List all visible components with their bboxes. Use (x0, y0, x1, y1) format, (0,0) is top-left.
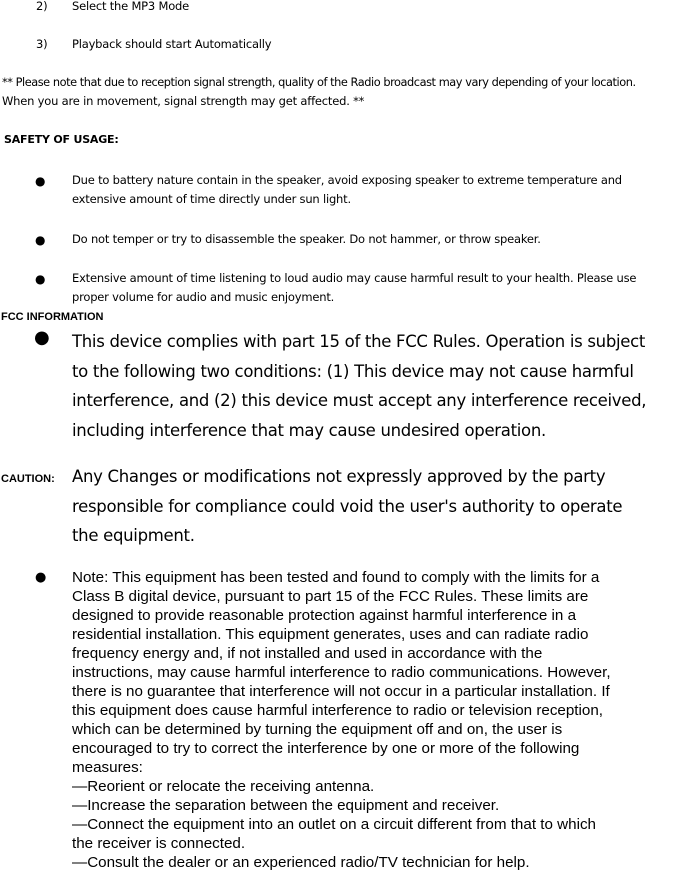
note-line: the receiver is connected. (72, 835, 246, 852)
reception-note-line2: When you are in movement, signal strength may get affected. ** (2, 94, 365, 108)
step-3-text: Playback should start Automatically (72, 37, 272, 51)
caution-label: CAUTION: (1, 473, 55, 485)
note-line: —Connect the equipment into an outlet on a circuit different from that to which (72, 816, 596, 833)
safety-item-1-line1: Due to battery nature contain in the speaker, avoid exposing speaker to extreme temperature and (72, 173, 622, 187)
note-line: designed to provide reasonable protection against harmful interference in a (72, 607, 577, 624)
reception-note-line1: ** Please note that due to reception signal strength, quality of the Radio broadcast may vary depending of your location. (2, 75, 636, 89)
bullet-icon: ● (34, 327, 50, 348)
safety-heading: SAFETY OF USAGE: (4, 133, 119, 146)
fcc-compliance-line: interference, and (2) this device must accept any interference received, (72, 391, 647, 410)
note-line: Note: This equipment has been tested and found to comply with the limits for a (72, 569, 600, 586)
step-2-text: Select the MP3 Mode (72, 0, 190, 13)
caution-line: responsible for compliance could void the user's authority to operate (72, 496, 623, 516)
bullet-icon: ● (35, 272, 46, 286)
bullet-icon: ● (35, 174, 46, 188)
note-line: encouraged to try to correct the interference by one or more of the following (72, 740, 580, 757)
fcc-compliance-line: including interference that may cause undesired operation. (72, 420, 546, 440)
safety-item-2-line1: Do not temper or try to disassemble the speaker. Do not hammer, or throw speaker. (72, 232, 541, 246)
step-2-number: 2) (36, 0, 48, 13)
note-line: this equipment does cause harmful interference to radio or television reception, (72, 702, 604, 719)
caution-line: the equipment. (72, 526, 195, 545)
note-line: measures: (72, 759, 143, 776)
safety-item-1-line2: extensive amount of time directly under sun light. (72, 192, 351, 206)
note-line: which can be determined by turning the equipment off and on, the user is (72, 721, 563, 738)
fcc-note (72, 568, 672, 872)
note-line: —Increase the separation between the equipment and receiver. (72, 797, 500, 814)
note-line: —Consult the dealer or an experienced radio/TV technician for help. (72, 854, 530, 871)
fcc-compliance-statement (72, 327, 672, 445)
note-line: frequency energy and, if not installed and used in accordance with the (72, 645, 543, 662)
caution-statement (72, 462, 672, 551)
bullet-icon: ● (35, 570, 47, 585)
note-line: instructions, may cause harmful interference to radio communications. However, (72, 664, 611, 681)
note-line: residential installation. This equipment generates, uses and can radiate radio (72, 626, 589, 643)
fcc-compliance-line: This device complies with part 15 of the FCC Rules. Operation is subject (72, 332, 646, 351)
safety-item-3-line1: Extensive amount of time listening to loud audio may cause harmful result to your health. Please use (72, 271, 637, 285)
bullet-icon: ● (35, 233, 46, 247)
fcc-compliance-line: to the following two conditions: (1) This device may not cause harmful (72, 361, 634, 381)
safety-item-3-line2: proper volume for audio and music enjoyment. (72, 290, 335, 304)
note-line: Class B digital device, pursuant to part 15 of the FCC Rules. These limits are (72, 588, 589, 605)
fcc-heading: FCC INFORMATION (1, 311, 104, 323)
note-line: there is no guarantee that interference will not occur in a particular installation. If (72, 683, 610, 700)
note-line: —Reorient or relocate the receiving antenna. (72, 778, 375, 795)
caution-line: Any Changes or modifications not expressly approved by the party (72, 467, 606, 486)
step-3-number: 3) (36, 37, 48, 51)
